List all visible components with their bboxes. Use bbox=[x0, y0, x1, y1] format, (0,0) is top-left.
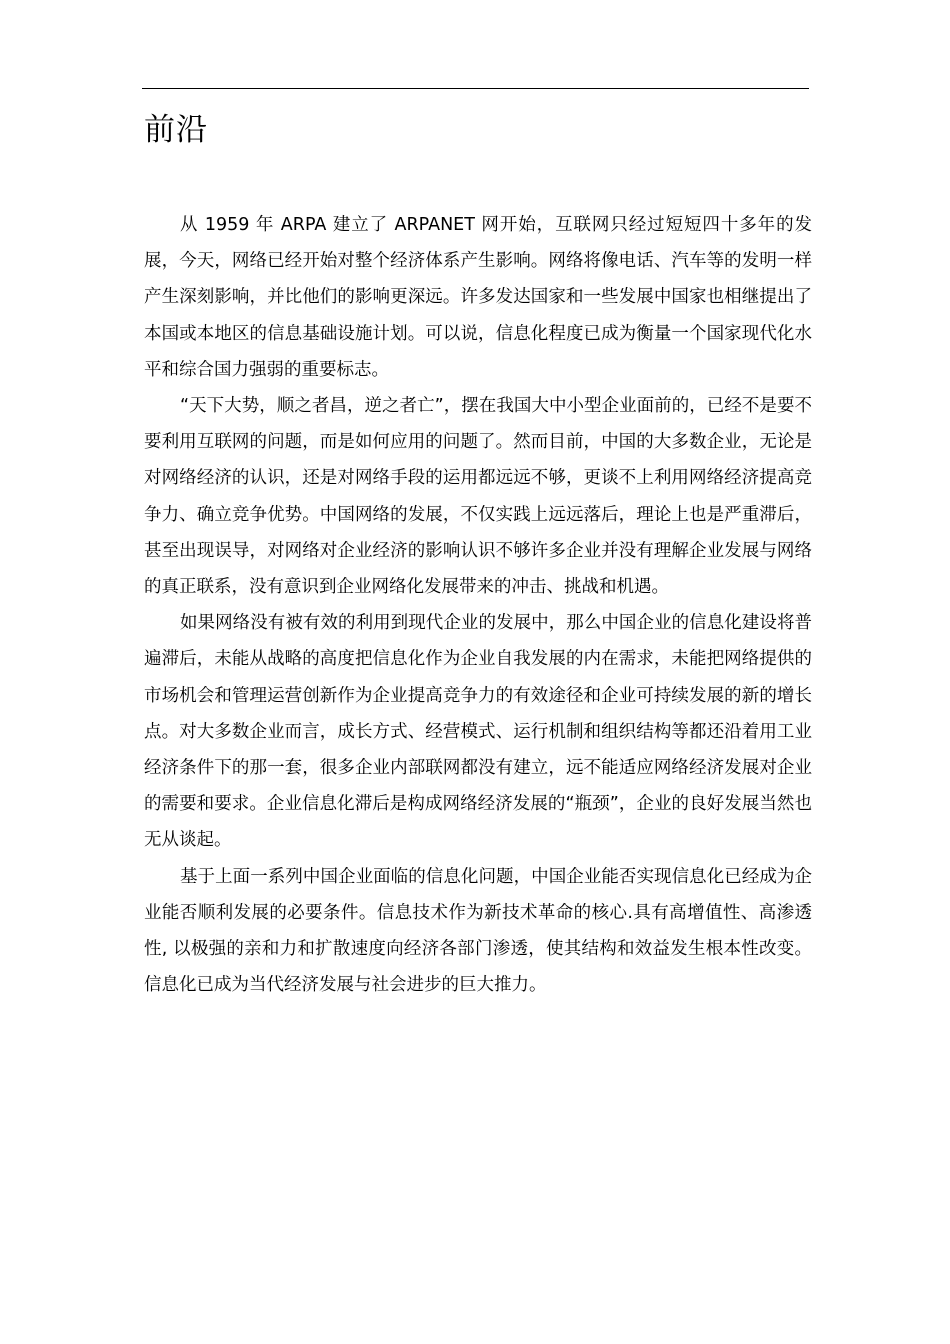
paragraph-2: “天下大势，顺之者昌，逆之者亡”，摆在我国大中小型企业面前的，已经不是要不要利用互联网的问题，而是如何应用的问题了。然而目前，中国的大多数企业，无论是对网络经济的认识，还是对网络手段的运用都远远不够，更谈不上利用网络经济提高竞争力、确立竞争优势。中国网络的发展，不仅实践上远远落后，理论上也是严重滞后，甚至出现误导，对网络对企业经济的影响认识不够许多企业并没有理解企业发展与网络的真正联系，没有意识到企业网络化发展带来的冲击、挑战和机遇。 bbox=[144, 396, 812, 598]
body-text bbox=[144, 207, 812, 1003]
paragraph-4: 基于上面一系列中国企业面临的信息化问题，中国企业能否实现信息化已经成为企业能否顺利发展的必要条件。信息技术作为新技术革命的核心.具有高增值性、高渗透性, 以极强的亲和力和扩散速度向经济各部门渗透，使其结构和效益发生根本性改变。信息化已成为当代经济发展与社会进步的巨大推力。 bbox=[144, 866, 812, 996]
paragraph-1: 从 1959 年 ARPA 建立了 ARPANET 网开始，互联网只经过短短四十多年的发展，今天，网络已经开始对整个经济体系产生影响。网络将像电话、汽车等的发明一样产生深刻影响，并比他们的影响更深远。许多发达国家和一些发展中国家也相继提出了本国或本地区的信息基础设施计划。可以说，信息化程度已成为衡量一个国家现代化水平和综合国力强弱的重要标志。 bbox=[144, 215, 812, 380]
paragraph-3: 如果网络没有被有效的利用到现代企业的发展中，那么中国企业的信息化建设将普遍滞后，未能从战略的高度把信息化作为企业自我发展的内在需求，未能把网络提供的市场机会和管理运营创新作为企业提高竞争力的有效途径和企业可持续发展的新的增长点。对大多数企业而言，成长方式、经营模式、运行机制和组织结构等都还沿着用工业经济条件下的那一套，很多企业内部联网都没有建立，远不能适应网络经济发展对企业的需要和要求。企业信息化滞后是构成网络经济发展的“瓶颈”，企业的良好发展当然也无从谈起。 bbox=[144, 613, 812, 851]
header-rule bbox=[142, 88, 809, 89]
page-title: 前沿 bbox=[144, 112, 208, 148]
